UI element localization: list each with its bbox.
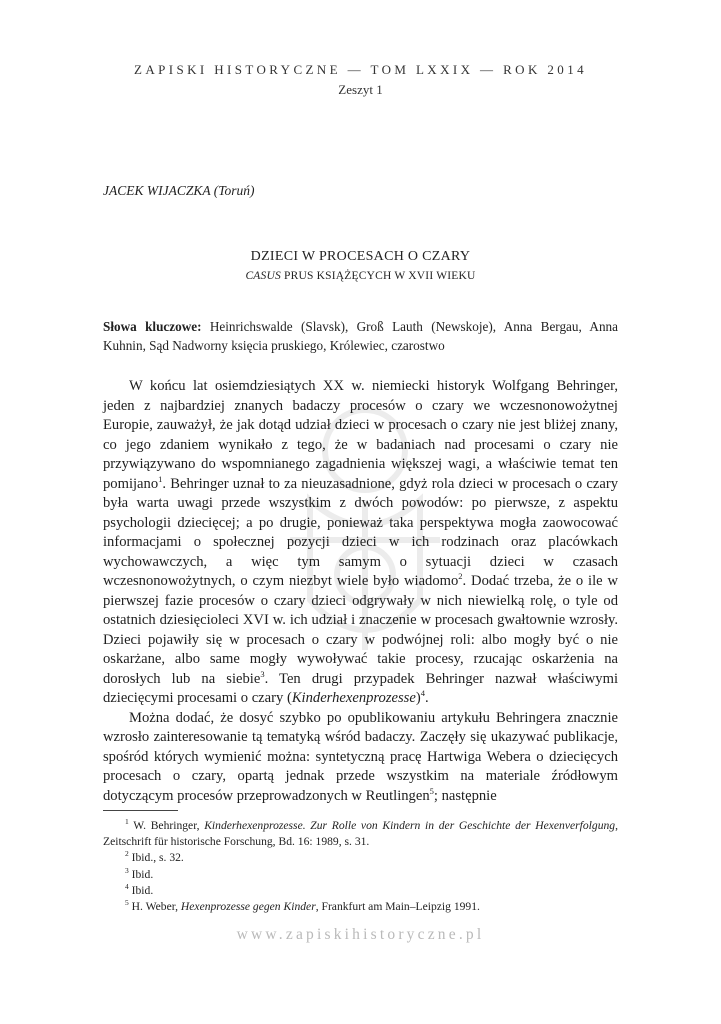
footnote-4-text: Ibid.: [128, 883, 154, 897]
article-subtitle: [0, 270, 721, 282]
keywords-label: Słowa kluczowe:: [103, 319, 202, 334]
footnote-3-text: Ibid.: [128, 867, 154, 881]
footnote-ref-5: 5: [429, 785, 434, 796]
article-author: JACEK WIJACZKA (Toruń): [103, 183, 255, 198]
paragraph-2: [103, 709, 618, 807]
footnote-1-number: 1: [125, 817, 129, 827]
article-body: [103, 377, 618, 806]
paragraph-2-text-b: ; następnie: [433, 787, 497, 804]
footnote-ref-4: 4: [420, 688, 425, 699]
term-kinderhexenprozesse: Kinderhexenprozesse: [291, 690, 416, 706]
footnotes: [103, 818, 618, 915]
footnote-5-title: Hexenprozesse gegen Kinder: [180, 900, 316, 914]
footnote-1: [103, 818, 618, 850]
footnote-5-number: 5: [125, 898, 129, 908]
website-url: www.zapiskihistoryczne.pl: [236, 926, 485, 943]
footnote-2-text: Ibid., s. 32.: [128, 851, 184, 865]
issue-number: Zeszyt 1: [338, 82, 383, 97]
subtitle-casus: CASUS: [245, 270, 281, 282]
footnote-3-number: 3: [125, 865, 129, 875]
footnote-4-number: 4: [125, 881, 129, 891]
footnote-1-title: Kinderhexenprozesse. Zur Rolle von Kindern in der Geschichte der Hexenverfolgung: [204, 819, 616, 832]
footnote-5-text-a: H. Weber,: [128, 900, 181, 914]
keywords-text: Heinrichswalde (Slavsk), Groß Lauth (Newskoje), Anna Bergau, Anna Kuhnin, Sąd Nadworny księcia pruskiego, Królewiec, czarostwo: [103, 319, 618, 353]
journal-header: ZAPISKI HISTORYCZNE — TOM LXXIX — ROK 2014: [133, 62, 587, 77]
footnote-1-text-a: W. Behringer,: [128, 819, 205, 832]
footnote-4: [103, 883, 618, 899]
subtitle-rest: PRUS KSIĄŻĘCYCH W XVII WIEKU: [280, 270, 476, 282]
paragraph-1: W końcu lat osiemdziesiątych XX w. niemiecki historyk Wolfgang Behringer, jeden z najbardziej znanych badaczy procesów o czary we wczesnonowożytnej Europie, zauważył, że jak dotąd udział dzieci w procesach o czary nie jest bliżej znany, co jego zdaniem wynikało z tego, że w badaniach nad procesami o czary nie przywiązywano do wspomnianego zagadnienia większej wagi, a właściwie temat ten pomijano$^1$. Behringer uznał to za nieuzasadnione, gdyż rola dzieci w procesach o czary była warta uwagi przede wszystkim z dwóch powodów: po pierwsze, z aspektu psychologii dziecięcej; a po drugie, ponieważ taka perspektywa mogła zaowocować informacjami o społecznej pozycji dzieci w ich rodzinach oraz placówkach wychowawczych, a więc tym samym o sytuacji dzieci w czasach wczesnonowożytnych, o czym niezbyt wiele było wiadomo$^2$. Dodać trzeba, że o ile w pierwszej fazie procesów o czary dzieci odgrywały w nich niewielką rolę, o tyle od ostatnich dziesięcioleci XVI w. ich udział i znaczenie w procesach gwałtownie wzrosły. Dzieci pojawiły się w procesach o czary w podwójnej roli: albo mogły być o nie oskarżane, albo same mogły wywoływać takie procesy, rzucając oskarżenia na dorosłych lub na siebie$^3$. Ten drugi przypadek Behringer nazwał właściwymi dziecięcymi procesami o czary (Kinderhexenprozesse)$^4$.: [103, 378, 619, 706]
paragraph-1-text-d: . Ten drugi przypadek Behringer nazwał właściwymi dziecięcymi procesami o czary (: [103, 670, 619, 706]
footnote-3: [103, 867, 618, 883]
paragraph-1-text-a: W końcu lat osiemdziesiątych XX w. niemiecki historyk Wolfgang Behringer, jeden z najbardziej znanych badaczy procesów o czary we wczesnonowożytnej Europie, zauważył, że jak dotąd udział dzieci w procesach o czary nie jest bliżej znany, co jego zdaniem wynikało z tego, że w badaniach nad procesami o czary nie przywiązywano do wspomnianego zagadnienia większej wagi, a właściwie temat ten pomijano: [103, 378, 618, 492]
keywords-block: [103, 318, 618, 355]
paragraph-1-text-e: ): [415, 690, 421, 706]
footnote-2-number: 2: [125, 849, 129, 859]
footnote-5-text-b: , Frankfurt am Main–Leipzig 1991.: [315, 900, 480, 914]
paragraph-1-text-c: . Dodać trzeba, że o ile w pierwszej fazie procesów o czary dzieci odgrywały w nich niewielką rolę, o tyle od ostatnich dziesięcioleci XVI w. ich udział i znaczenie w procesach gwałtownie wzrosły. Dzieci pojawiły się w procesach o czary w podwójnej roli: albo mogły być o nie oskarżane, albo same mogły wywoływać takie procesy, rzucając oskarżenia na dorosłych lub na siebie: [103, 573, 618, 687]
footnote-5: [103, 899, 618, 915]
footnote-divider: [103, 810, 178, 811]
article-title: DZIECI W PROCESACH O CZARY: [250, 249, 471, 264]
paragraph-1-text-b: . Behringer uznał to za nieuzasadnione, gdyż rola dzieci w procesach o czary była warta uwagi przede wszystkim z dwóch powodów: po pierwsze, z aspektu psychologii dziecięcej; a po drugie, ponieważ taka perspektywa mogła zaowocować informacjami o społecznej pozycji dzieci w ich rodzinach oraz placówkach wychowawczych, a więc tym samym o sytuacji dzieci w czasach wczesnonowożytnych, o czym niezbyt wiele było wiadomo: [103, 475, 618, 589]
footnote-ref-3: 3: [260, 668, 265, 679]
footnote-1-text-b: , Zeitschrift für historische Forschung, Bd. 16: 1989, s. 31.: [103, 819, 618, 849]
footnote-2: [103, 850, 618, 866]
footnote-ref-2: 2: [458, 571, 463, 582]
footnote-ref-1: 1: [158, 473, 163, 484]
paragraph-2-text-a: Można dodać, że dosyć szybko po opublikowaniu artykułu Behringera znacznie wzrosło zainteresowanie tą tematyką wśród badaczy. Zaczęły się ukazywać publikacje, spośród których wymienić można: syntetyczną pracę Hartwiga Webera o dziecięcych procesach o czary, opartą jednak przede wszystkim na materiale źródłowym dotyczącym procesów przeprowadzonych w Reutlingen: [103, 709, 618, 804]
